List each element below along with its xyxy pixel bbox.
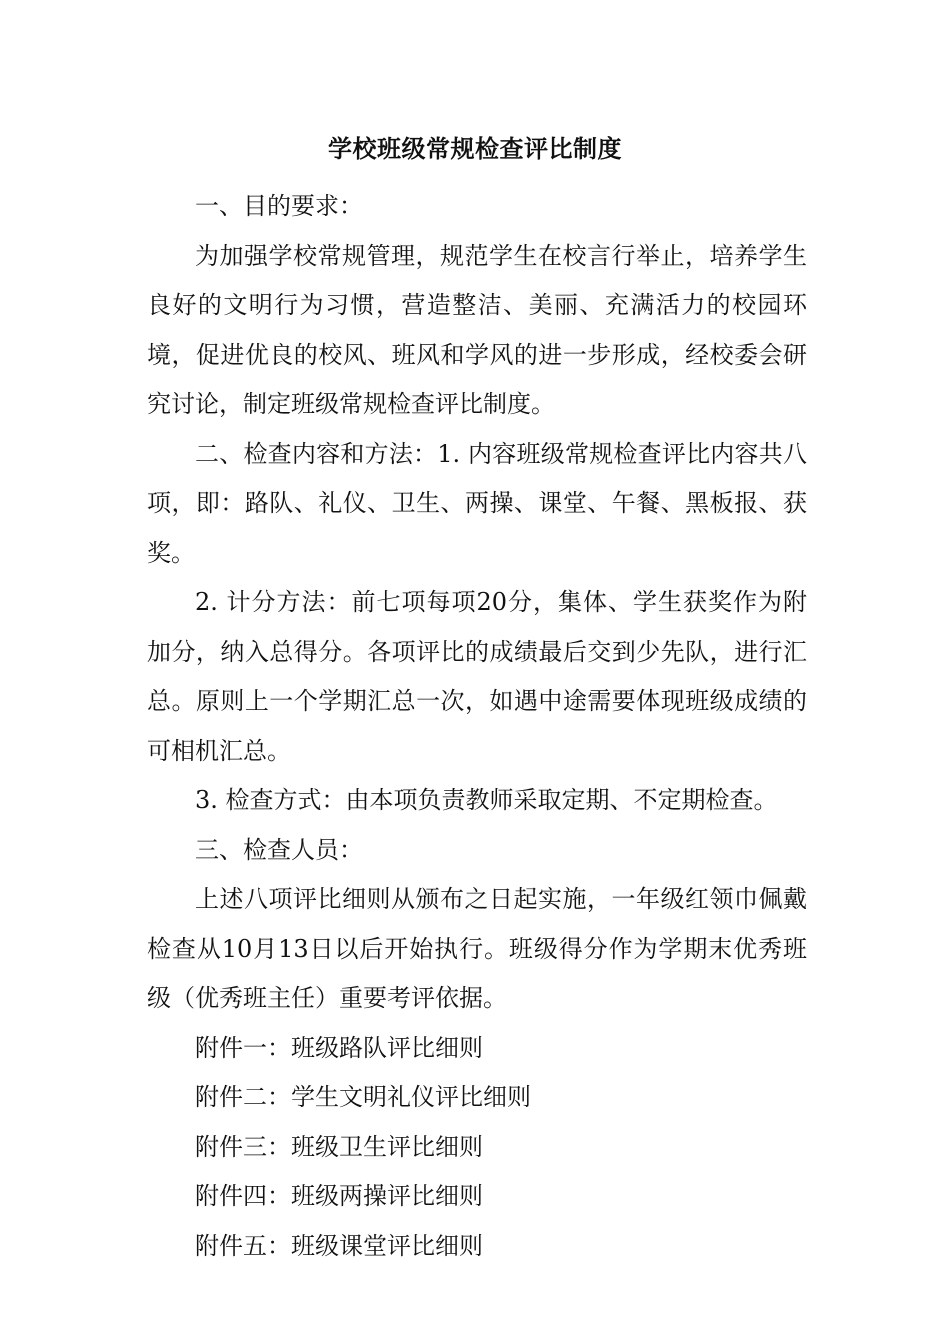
document-title: 学校班级常规检查评比制度 bbox=[328, 135, 622, 163]
paragraph-inspection-method: 3. 检查方式：由本项负责教师采取定期、不定期检查。 bbox=[195, 786, 778, 814]
section-heading-objectives: 一、目的要求： bbox=[195, 192, 363, 220]
document-body bbox=[147, 182, 807, 1271]
paragraph-objectives: 为加强学校常规管理，规范学生在校言行举止，培养学生良好的文明行为习惯，营造整洁、美丽、充满活力的校园环境，促进优良的校风、班风和学风的进一步形成，经校委会研究讨论，制定班级常规检查评比制度。 bbox=[147, 241, 807, 418]
paragraph-scoring-method: 2. 计分方法：前七项每项20分，集体、学生获奖作为附加分，纳入总得分。各项评比的成绩最后交到少先队，进行汇总。原则上一个学期汇总一次，如遇中途需要体现班级成绩的可相机汇总。 bbox=[147, 588, 807, 765]
paragraph-implementation: 上述八项评比细则从颁布之日起实施，一年级红领巾佩戴检查从10月13日以后开始执行。班级得分作为学期末优秀班级（优秀班主任）重要考评依据。 bbox=[147, 885, 807, 1012]
attachment-item: 附件五：班级课堂评比细则 bbox=[195, 1231, 483, 1260]
section-heading-inspectors: 三、检查人员： bbox=[195, 835, 363, 864]
section-heading-content-methods: 二、检查内容和方法：1. 内容班级常规检查评比内容共八项，即：路队、礼仪、卫生、两操、课堂、午餐、黑板报、获奖。 bbox=[147, 439, 807, 567]
attachment-item: 附件四：班级两操评比细则 bbox=[195, 1182, 483, 1210]
attachment-item: 附件三：班级卫生评比细则 bbox=[195, 1132, 483, 1161]
attachment-item: 附件一：班级路队评比细则 bbox=[195, 1033, 483, 1062]
attachment-item: 附件二：学生文明礼仪评比细则 bbox=[195, 1083, 531, 1111]
